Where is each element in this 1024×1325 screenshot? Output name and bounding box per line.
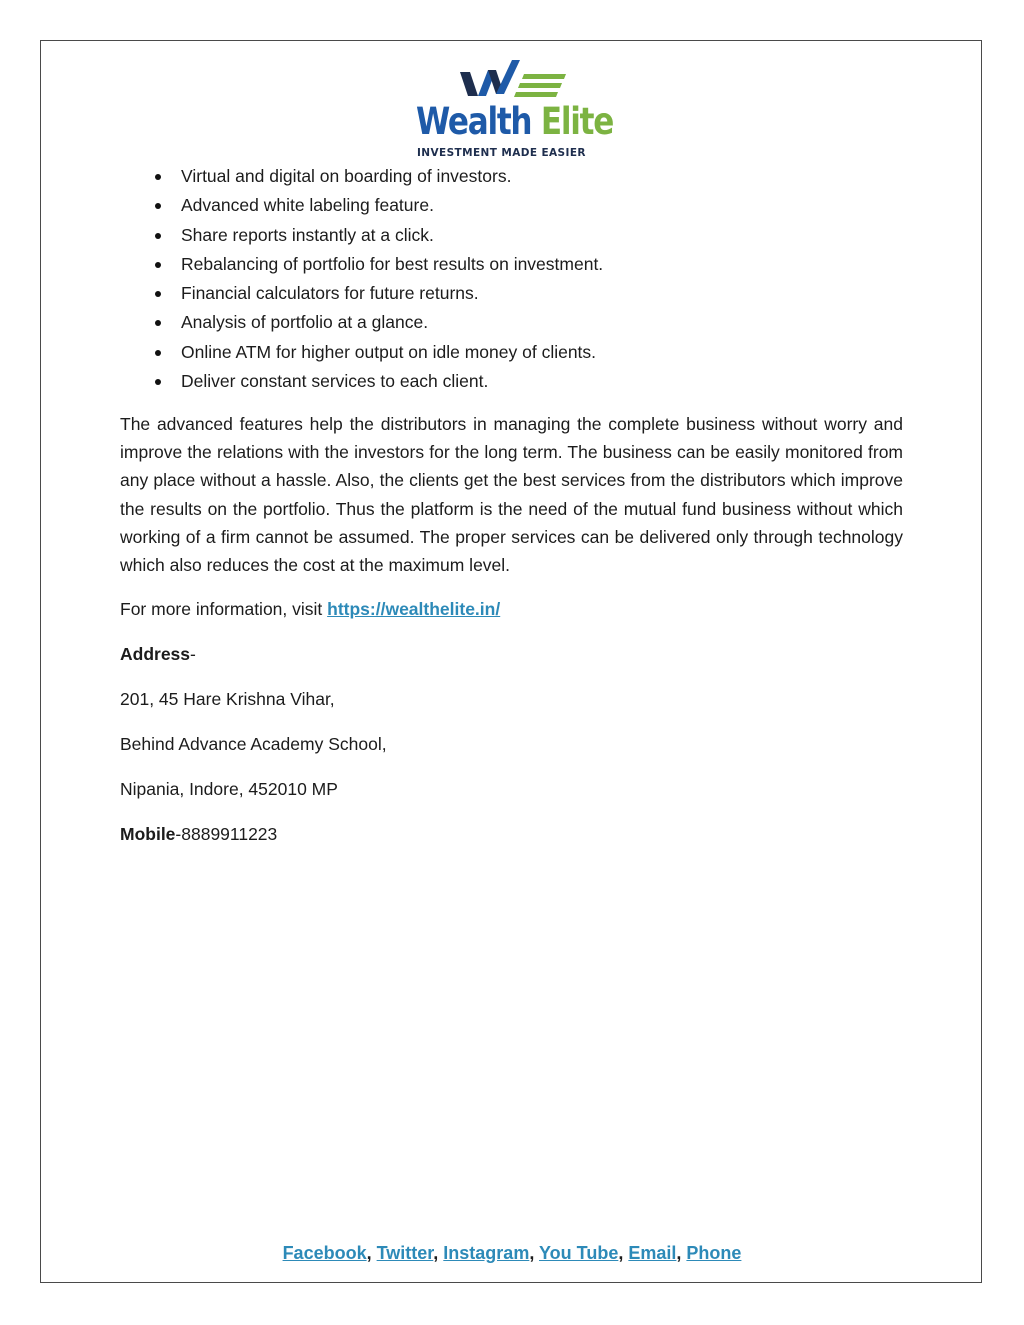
footer-separator: , bbox=[366, 1243, 377, 1263]
youtube-link[interactable]: You Tube bbox=[539, 1243, 619, 1263]
list-item bbox=[120, 338, 920, 367]
footer-separator: , bbox=[529, 1243, 540, 1263]
website-link[interactable]: https://wealthelite.in/ bbox=[327, 599, 501, 619]
list-item bbox=[120, 162, 920, 191]
list-item bbox=[120, 221, 920, 250]
list-item-text: Deliver constant services to each client. bbox=[181, 371, 489, 392]
bullet-icon bbox=[155, 233, 161, 239]
wealth-elite-logo-icon bbox=[458, 58, 568, 102]
phone-link[interactable]: Phone bbox=[686, 1243, 742, 1263]
logo-brand-word-wealth: Wealth bbox=[416, 100, 532, 143]
list-item-text: Virtual and digital on boarding of investors. bbox=[181, 166, 512, 186]
bullet-icon bbox=[155, 262, 161, 268]
instagram-link[interactable]: Instagram bbox=[443, 1243, 530, 1263]
body-paragraph: The advanced features help the distributors in managing the complete business without worry and improve the relations with the investors for the long term. The business can be easily monitored from any place without a hassle. Also, the clients get the best services from the distributors which improve the results on the portfolio. Thus the platform is the need of the mutual fund business without which working of a firm cannot be assumed. The proper services can be delivered only through technology which also reduces the cost at the maximum level. bbox=[120, 414, 903, 576]
mobile-line bbox=[120, 822, 277, 846]
address-line-1: 201, 45 Hare Krishna Vihar, bbox=[120, 689, 335, 709]
list-item-text: Advanced white labeling feature. bbox=[181, 195, 434, 216]
logo-brand-text bbox=[416, 100, 613, 144]
bullet-icon bbox=[155, 320, 161, 326]
email-link[interactable]: Email bbox=[628, 1243, 677, 1263]
address-heading bbox=[120, 642, 196, 666]
bullet-icon bbox=[155, 203, 161, 209]
list-item bbox=[120, 191, 920, 220]
mobile-number: -8889911223 bbox=[175, 824, 278, 844]
bullet-icon bbox=[155, 350, 161, 356]
footer-separator: , bbox=[433, 1243, 444, 1263]
facebook-link[interactable]: Facebook bbox=[282, 1243, 367, 1263]
bullet-icon bbox=[155, 379, 161, 385]
more-info-line bbox=[120, 597, 500, 621]
logo-brand-word-elite: Elite bbox=[540, 100, 614, 143]
address-label: Address bbox=[120, 644, 191, 664]
feature-list bbox=[120, 162, 920, 396]
wealth-elite-logo bbox=[413, 58, 613, 162]
list-item-text: Online ATM for higher output on idle money of clients. bbox=[181, 341, 597, 362]
footer-separator: , bbox=[676, 1243, 687, 1263]
more-info-text: For more information, visit bbox=[120, 599, 328, 619]
mobile-label: Mobile bbox=[120, 824, 176, 844]
list-item-text: Share reports instantly at a click. bbox=[181, 224, 434, 245]
list-item bbox=[120, 367, 920, 396]
twitter-link[interactable]: Twitter bbox=[376, 1243, 434, 1263]
list-item bbox=[120, 308, 920, 337]
address-suffix: - bbox=[190, 644, 196, 664]
bullet-icon bbox=[155, 174, 161, 180]
list-item bbox=[120, 279, 920, 308]
address-line-3: Nipania, Indore, 452010 MP bbox=[120, 779, 338, 799]
logo-tagline: INVESTMENT MADE EASIER bbox=[417, 147, 586, 159]
list-item-text: Rebalancing of portfolio for best results on investment. bbox=[181, 253, 604, 274]
list-item bbox=[120, 250, 920, 279]
footer-social-links bbox=[0, 1240, 1024, 1266]
footer-separator: , bbox=[618, 1243, 629, 1263]
list-item-text: Analysis of portfolio at a glance. bbox=[181, 312, 429, 333]
address-line-2: Behind Advance Academy School, bbox=[120, 734, 387, 754]
bullet-icon bbox=[155, 291, 161, 297]
list-item-text: Financial calculators for future returns. bbox=[181, 283, 479, 304]
